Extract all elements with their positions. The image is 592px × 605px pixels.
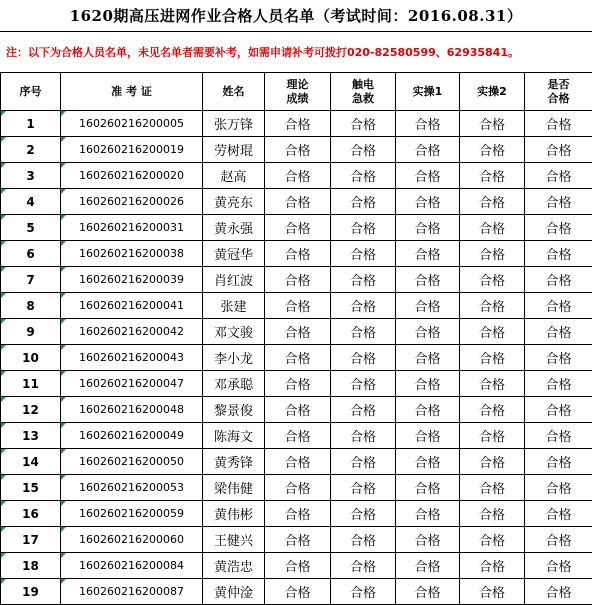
cell-first-aid[interactable]: 合格: [331, 553, 396, 579]
table-row: [1, 579, 592, 605]
cell-first-aid[interactable]: 合格: [331, 189, 396, 215]
cell-first-aid[interactable]: 合格: [331, 137, 396, 163]
cell-passed[interactable]: 合格: [525, 137, 592, 163]
cell-theory[interactable]: 合格: [265, 449, 331, 475]
cell-ticket[interactable]: 160260216200087: [61, 579, 203, 605]
cell-passed[interactable]: 合格: [525, 215, 592, 241]
cell-practice2[interactable]: 合格: [460, 267, 525, 293]
table-row: [1, 397, 592, 423]
cell-first-aid[interactable]: 合格: [331, 163, 396, 189]
table-body: [1, 111, 592, 605]
cell-passed[interactable]: 合格: [525, 111, 592, 137]
cell-passed[interactable]: 合格: [525, 553, 592, 579]
cell-first-aid[interactable]: 合格: [331, 319, 396, 345]
cell-first-aid[interactable]: 合格: [331, 371, 396, 397]
cell-practice1[interactable]: 合格: [396, 215, 460, 241]
cell-practice1[interactable]: 合格: [396, 475, 460, 501]
cell-ticket[interactable]: 160260216200048: [61, 397, 203, 423]
cell-first-aid[interactable]: 合格: [331, 423, 396, 449]
cell-theory[interactable]: 合格: [265, 397, 331, 423]
cell-first-aid[interactable]: 合格: [331, 111, 396, 137]
cell-practice2[interactable]: 合格: [460, 215, 525, 241]
cell-seq[interactable]: 15: [1, 475, 61, 501]
cell-practice1[interactable]: 合格: [396, 293, 460, 319]
cell-seq[interactable]: 19: [1, 579, 61, 605]
cell-name[interactable]: 黄冠华: [203, 241, 265, 267]
cell-name[interactable]: 陈海文: [203, 423, 265, 449]
table-row: [1, 267, 592, 293]
cell-ticket[interactable]: 160260216200047: [61, 371, 203, 397]
table-row: [1, 371, 592, 397]
cell-seq[interactable]: 4: [1, 189, 61, 215]
header-seq[interactable]: 序号: [1, 73, 61, 111]
cell-practice2[interactable]: 合格: [460, 319, 525, 345]
cell-passed[interactable]: 合格: [525, 241, 592, 267]
cell-seq[interactable]: 5: [1, 215, 61, 241]
table-row: [1, 111, 592, 137]
cell-seq[interactable]: 10: [1, 345, 61, 371]
cell-practice2[interactable]: 合格: [460, 293, 525, 319]
cell-practice2[interactable]: 合格: [460, 475, 525, 501]
cell-name[interactable]: 黎景俊: [203, 397, 265, 423]
cell-theory[interactable]: 合格: [265, 527, 331, 553]
cell-passed[interactable]: 合格: [525, 293, 592, 319]
cell-theory[interactable]: 合格: [265, 189, 331, 215]
cell-ticket[interactable]: 160260216200039: [61, 267, 203, 293]
cell-first-aid[interactable]: 合格: [331, 267, 396, 293]
cell-first-aid[interactable]: 合格: [331, 345, 396, 371]
table-row: [1, 449, 592, 475]
cell-ticket[interactable]: 160260216200060: [61, 527, 203, 553]
cell-passed[interactable]: 合格: [525, 475, 592, 501]
cell-name[interactable]: 黄永强: [203, 215, 265, 241]
cell-theory[interactable]: 合格: [265, 215, 331, 241]
cell-seq[interactable]: 17: [1, 527, 61, 553]
cell-ticket[interactable]: 160260216200038: [61, 241, 203, 267]
cell-ticket[interactable]: 160260216200005: [61, 111, 203, 137]
header-row: [1, 73, 592, 111]
cell-ticket[interactable]: 160260216200053: [61, 475, 203, 501]
cell-name[interactable]: 邓文骏: [203, 319, 265, 345]
table-row: [1, 293, 592, 319]
cell-ticket[interactable]: 160260216200043: [61, 345, 203, 371]
table-row: [1, 163, 592, 189]
table-row: [1, 553, 592, 579]
header-passed[interactable]: 是否 合格: [525, 73, 592, 111]
cell-practice1[interactable]: 合格: [396, 189, 460, 215]
table-row: [1, 527, 592, 553]
cell-theory[interactable]: 合格: [265, 475, 331, 501]
header-ticket[interactable]: 准 考 证: [61, 73, 203, 111]
cell-seq[interactable]: 13: [1, 423, 61, 449]
cell-seq[interactable]: 7: [1, 267, 61, 293]
cell-passed[interactable]: 合格: [525, 371, 592, 397]
cell-passed[interactable]: 合格: [525, 319, 592, 345]
cell-name[interactable]: 肖红波: [203, 267, 265, 293]
cell-practice1[interactable]: 合格: [396, 319, 460, 345]
cell-ticket[interactable]: 160260216200019: [61, 137, 203, 163]
cell-practice2[interactable]: 合格: [460, 345, 525, 371]
page-title: 1620期高压进网作业合格人员名单（考试时间：2016.08.31）: [0, 0, 592, 31]
table-row: [1, 475, 592, 501]
cell-practice1[interactable]: 合格: [396, 137, 460, 163]
cell-practice1[interactable]: 合格: [396, 527, 460, 553]
cell-seq[interactable]: 1: [1, 111, 61, 137]
cell-theory[interactable]: 合格: [265, 553, 331, 579]
cell-theory[interactable]: 合格: [265, 423, 331, 449]
cell-practice2[interactable]: 合格: [460, 137, 525, 163]
cell-practice2[interactable]: 合格: [460, 449, 525, 475]
header-name[interactable]: 姓名: [203, 73, 265, 111]
cell-practice1[interactable]: 合格: [396, 345, 460, 371]
cell-practice2[interactable]: 合格: [460, 111, 525, 137]
cell-theory[interactable]: 合格: [265, 345, 331, 371]
cell-passed[interactable]: 合格: [525, 267, 592, 293]
cell-practice1[interactable]: 合格: [396, 449, 460, 475]
header-practice1[interactable]: 实操1: [396, 73, 460, 111]
table-row: [1, 345, 592, 371]
cell-first-aid[interactable]: 合格: [331, 397, 396, 423]
cell-name[interactable]: 黄仲淦: [203, 579, 265, 605]
cell-passed[interactable]: 合格: [525, 527, 592, 553]
header-first-aid[interactable]: 触电 急救: [331, 73, 396, 111]
cell-seq[interactable]: 8: [1, 293, 61, 319]
cell-first-aid[interactable]: 合格: [331, 241, 396, 267]
cell-seq[interactable]: 2: [1, 137, 61, 163]
cell-theory[interactable]: 合格: [265, 111, 331, 137]
cell-first-aid[interactable]: 合格: [331, 293, 396, 319]
table-row: [1, 423, 592, 449]
cell-first-aid[interactable]: 合格: [331, 475, 396, 501]
cell-practice2[interactable]: 合格: [460, 423, 525, 449]
cell-seq[interactable]: 18: [1, 553, 61, 579]
cell-practice1[interactable]: 合格: [396, 241, 460, 267]
cell-practice2[interactable]: 合格: [460, 527, 525, 553]
cell-practice2[interactable]: 合格: [460, 371, 525, 397]
cell-first-aid[interactable]: 合格: [331, 501, 396, 527]
cell-ticket[interactable]: 160260216200041: [61, 293, 203, 319]
cell-theory[interactable]: 合格: [265, 241, 331, 267]
cell-practice2[interactable]: 合格: [460, 553, 525, 579]
cell-practice1[interactable]: 合格: [396, 163, 460, 189]
cell-ticket[interactable]: 160260216200050: [61, 449, 203, 475]
header-practice2[interactable]: 实操2: [460, 73, 525, 111]
cell-practice2[interactable]: 合格: [460, 189, 525, 215]
cell-practice1[interactable]: 合格: [396, 371, 460, 397]
cell-first-aid[interactable]: 合格: [331, 449, 396, 475]
cell-name[interactable]: 黄亮东: [203, 189, 265, 215]
cell-practice1[interactable]: 合格: [396, 423, 460, 449]
results-table: [0, 72, 592, 605]
cell-name[interactable]: 劳树琨: [203, 137, 265, 163]
cell-name[interactable]: 黄伟彬: [203, 501, 265, 527]
cell-practice1[interactable]: 合格: [396, 397, 460, 423]
cell-theory[interactable]: 合格: [265, 501, 331, 527]
cell-theory[interactable]: 合格: [265, 293, 331, 319]
table-row: [1, 189, 592, 215]
cell-name[interactable]: 张万锋: [203, 111, 265, 137]
table-row: [1, 137, 592, 163]
cell-name[interactable]: 王健兴: [203, 527, 265, 553]
cell-first-aid[interactable]: 合格: [331, 579, 396, 605]
cell-theory[interactable]: 合格: [265, 371, 331, 397]
cell-ticket[interactable]: 160260216200059: [61, 501, 203, 527]
table-row: [1, 241, 592, 267]
table-row: [1, 501, 592, 527]
cell-first-aid[interactable]: 合格: [331, 527, 396, 553]
cell-name[interactable]: 赵高: [203, 163, 265, 189]
cell-practice2[interactable]: 合格: [460, 579, 525, 605]
cell-passed[interactable]: 合格: [525, 397, 592, 423]
cell-practice2[interactable]: 合格: [460, 501, 525, 527]
cell-ticket[interactable]: 160260216200020: [61, 163, 203, 189]
cell-ticket[interactable]: 160260216200042: [61, 319, 203, 345]
cell-name[interactable]: 张建: [203, 293, 265, 319]
cell-practice1[interactable]: 合格: [396, 267, 460, 293]
cell-first-aid[interactable]: 合格: [331, 215, 396, 241]
cell-theory[interactable]: 合格: [265, 319, 331, 345]
cell-theory[interactable]: 合格: [265, 163, 331, 189]
cell-theory[interactable]: 合格: [265, 579, 331, 605]
cell-passed[interactable]: 合格: [525, 423, 592, 449]
table-row: [1, 319, 592, 345]
cell-seq[interactable]: 9: [1, 319, 61, 345]
header-theory[interactable]: 理论 成绩: [265, 73, 331, 111]
cell-ticket[interactable]: 160260216200084: [61, 553, 203, 579]
cell-seq[interactable]: 3: [1, 163, 61, 189]
table-row: [1, 215, 592, 241]
cell-passed[interactable]: 合格: [525, 501, 592, 527]
cell-theory[interactable]: 合格: [265, 137, 331, 163]
cell-practice1[interactable]: 合格: [396, 501, 460, 527]
cell-practice2[interactable]: 合格: [460, 163, 525, 189]
cell-practice1[interactable]: 合格: [396, 579, 460, 605]
cell-seq[interactable]: 14: [1, 449, 61, 475]
cell-passed[interactable]: 合格: [525, 163, 592, 189]
notice-text: 注：以下为合格人员名单，未见名单者需要补考，如需申请补考可拨打020-82580599、62935841。: [0, 31, 592, 71]
cell-name[interactable]: 梁伟健: [203, 475, 265, 501]
cell-practice2[interactable]: 合格: [460, 241, 525, 267]
cell-seq[interactable]: 12: [1, 397, 61, 423]
cell-passed[interactable]: 合格: [525, 449, 592, 475]
cell-theory[interactable]: 合格: [265, 267, 331, 293]
cell-passed[interactable]: 合格: [525, 579, 592, 605]
cell-name[interactable]: 李小龙: [203, 345, 265, 371]
cell-name[interactable]: 黄秀锋: [203, 449, 265, 475]
cell-practice1[interactable]: 合格: [396, 111, 460, 137]
cell-seq[interactable]: 6: [1, 241, 61, 267]
cell-passed[interactable]: 合格: [525, 189, 592, 215]
cell-ticket[interactable]: 160260216200026: [61, 189, 203, 215]
cell-passed[interactable]: 合格: [525, 345, 592, 371]
cell-seq[interactable]: 16: [1, 501, 61, 527]
cell-ticket[interactable]: 160260216200049: [61, 423, 203, 449]
cell-name[interactable]: 黄浩忠: [203, 553, 265, 579]
cell-practice2[interactable]: 合格: [460, 397, 525, 423]
cell-ticket[interactable]: 160260216200031: [61, 215, 203, 241]
cell-seq[interactable]: 11: [1, 371, 61, 397]
cell-practice1[interactable]: 合格: [396, 553, 460, 579]
cell-name[interactable]: 邓承聪: [203, 371, 265, 397]
